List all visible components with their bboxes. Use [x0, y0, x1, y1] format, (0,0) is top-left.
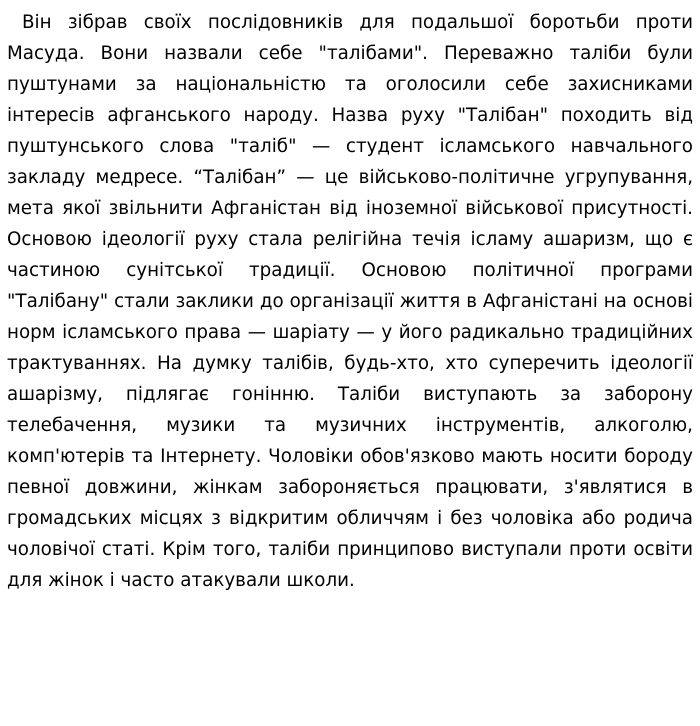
body-paragraph: Він зібрав своїх послідовників для подальшої боротьби проти Масуда. Вони назвали себе "талібами". Переважно таліби були пуштунами за національністю та оголосили себе захисниками інтересів афганського народу. Назва руху "Талібан" походить від пуштунського слова "таліб" — студент ісламського навчального закладу медресе. “Талібан” — це військово-політичне угрупування, мета якої звільнити Афганістан від іноземної військової присутності. Основою ідеології руху стала релігійна течія ісламу ашаризм, що є частиною сунітської традиції. Основою політичної програми "Талібану" стали заклики до організації життя в Афганістані на основі норм ісламського права — шаріату — у його радикально традиційних трактуваннях. На думку талібів, будь-хто, хто суперечить ідеології ашарізму, підлягає гонінню. Таліби виступають за заборону телебачення, музики та музичних інструментів, алкоголю, комп'ютерів та Інтернету. Чоловіки обов'язково мають носити бороду певної довжини, жінкам забороняється працювати, з'являтися в громадських місцях з відкритим обличчям і без чоловіка або родича чоловічої статі. Крім того, таліби принципово виступали проти освіти для жінок і часто атакували школи. — [7, 12, 693, 591]
document-page — [7, 7, 693, 596]
